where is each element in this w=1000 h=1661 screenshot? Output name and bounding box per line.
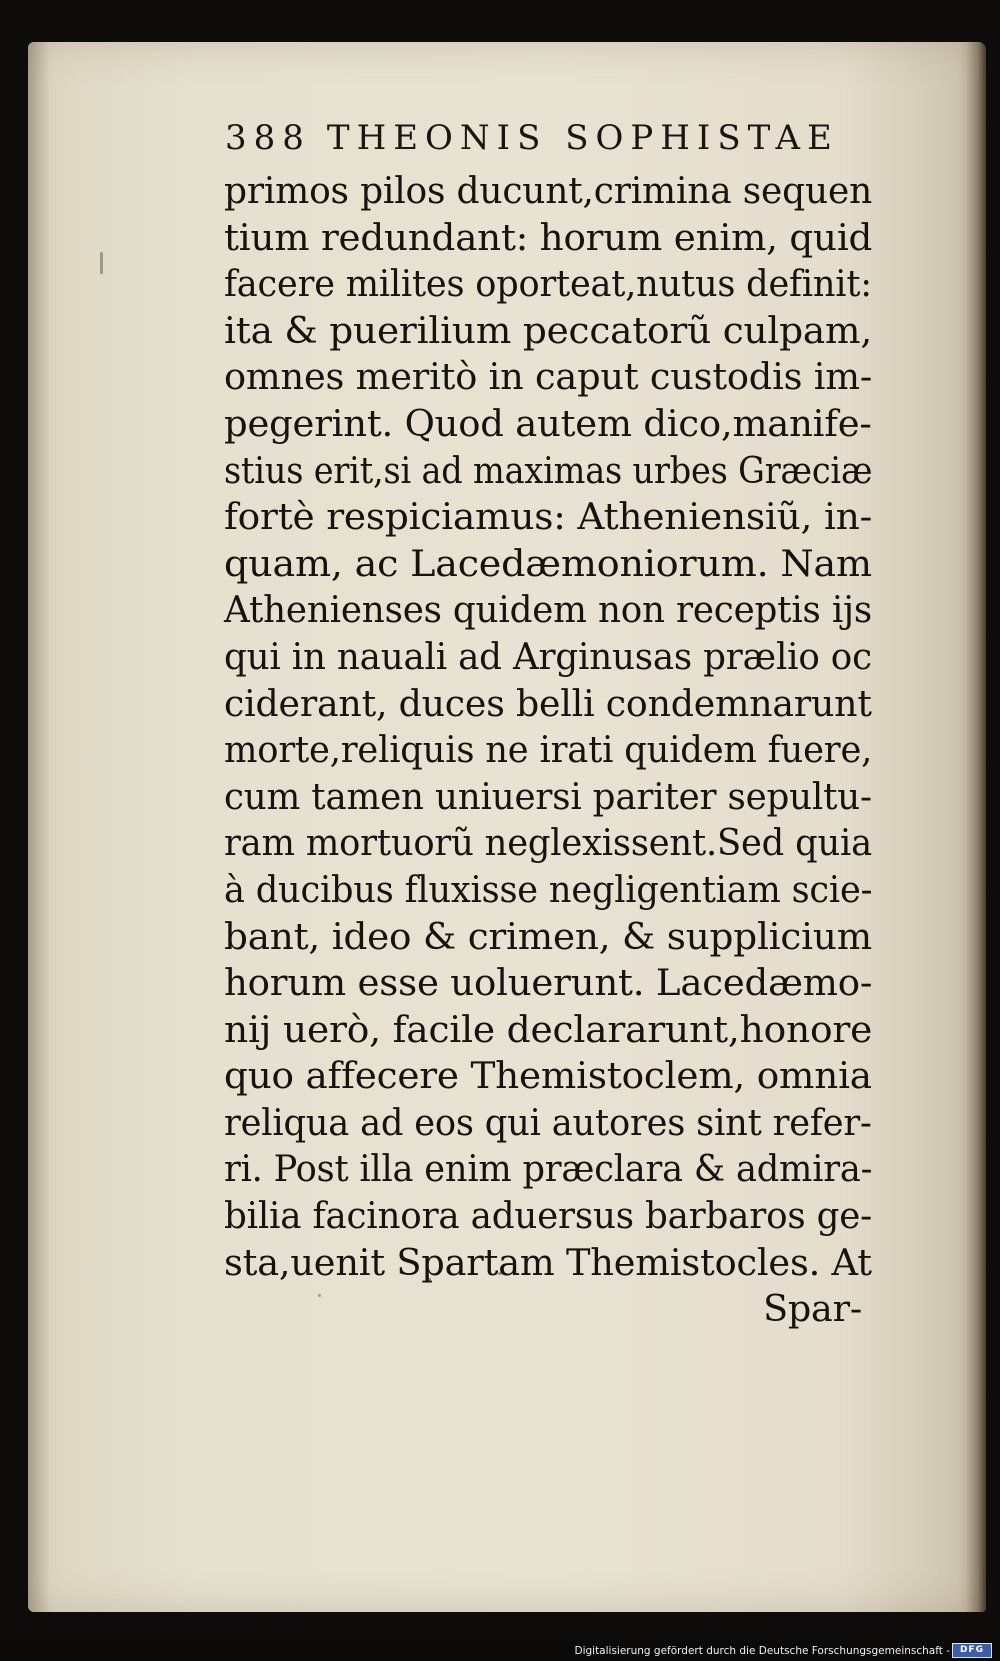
text-line: ram mortuorũ neglexissent.Sed quia bbox=[224, 821, 872, 865]
text-line: pegerint. Quod autem dico,manife- bbox=[224, 401, 872, 445]
text-line: quam, ac Lacedæmoniorum. Nam bbox=[224, 541, 872, 585]
text-line: qui in nauali ad Arginusas prælio oc bbox=[224, 634, 872, 678]
text-line: morte,reliquis ne irati quidem fuere, bbox=[224, 728, 873, 772]
text-line: Athenienses quidem non receptis ijs bbox=[224, 588, 873, 632]
text-line: omnes meritò in caput custodis im- bbox=[224, 355, 873, 399]
running-head-title: THEONIS SOPHISTAE bbox=[326, 118, 839, 158]
text-line: horum esse uoluerunt. Lacedæmo- bbox=[224, 961, 873, 1005]
text-line: reliqua ad eos qui autores sint refer- bbox=[224, 1100, 872, 1144]
gutter-shadow bbox=[28, 42, 50, 1612]
body-text bbox=[224, 168, 874, 1333]
text-line: ri. Post illa enim præclara & admira- bbox=[224, 1147, 873, 1191]
text-line: stius erit,si ad maximas urbes Græciæ bbox=[224, 448, 873, 492]
digitization-credit: Digitalisierung gefördert durch die Deutsche Forschungsgemeinschaft - bbox=[574, 1645, 950, 1657]
text-line: à ducibus fluxisse negligentiam scie- bbox=[224, 867, 873, 911]
text-line: facere milites oporteat,nutus definit: bbox=[224, 262, 872, 306]
text-line: bant, ideo & crimen, & supplicium bbox=[224, 914, 872, 958]
text-line: nij uerò, facile declararunt,honore bbox=[224, 1007, 873, 1051]
text-line: quo affecere Themistoclem, omnia bbox=[224, 1054, 872, 1098]
paper-speck bbox=[100, 252, 103, 274]
text-line: ita & puerilium peccatorũ culpam, bbox=[224, 308, 873, 352]
text-line: sta,uenit Spartam Themistocles. At bbox=[224, 1240, 872, 1284]
text-line: tium redundant: horum enim, quid bbox=[224, 215, 873, 259]
page-edge bbox=[966, 42, 986, 1612]
text-line: fortè respiciamus: Atheniensiũ, in- bbox=[224, 495, 873, 539]
text-line: cum tamen uniuersi pariter sepultu- bbox=[224, 774, 872, 818]
text-line: ciderant, duces belli condemnarunt bbox=[224, 681, 872, 725]
footer-strip bbox=[0, 1641, 1000, 1661]
dfg-logo: DFG bbox=[952, 1643, 992, 1658]
text-line: bilia facinora aduersus barbaros ge- bbox=[224, 1194, 872, 1238]
running-head bbox=[225, 118, 865, 162]
page-number: 388 bbox=[225, 118, 311, 158]
catchword: Spar- bbox=[763, 1287, 862, 1331]
text-line: primos pilos ducunt,crimina sequen bbox=[224, 169, 873, 212]
